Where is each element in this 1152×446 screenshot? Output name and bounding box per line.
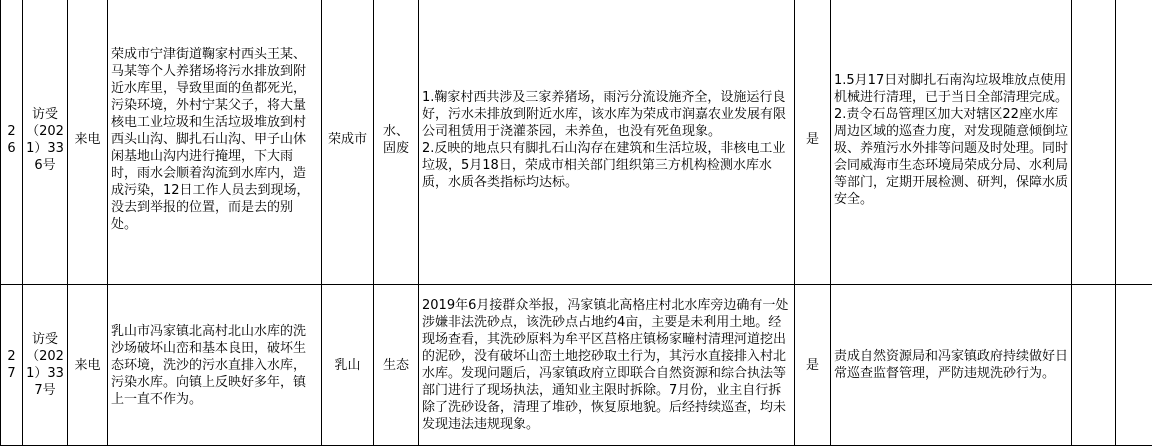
complaint-content-cell[interactable]: 乳山市冯家镇北高村北山水库的洗沙场破坏山峦和基本良田，破坏生态环境，洗沙的污水直排入水库，污染水库。向镇上反映好多年，镇上一直不作为。 [108, 285, 322, 446]
category-cell[interactable]: 生态 [374, 285, 419, 446]
table-row [1, 285, 1152, 446]
complaint-content-cell[interactable]: 荣成市宁津街道鞠家村西头王某、马某等个人养猪场将污水排放到附近水库里，导致里面的鱼都死光，污染环境，外村宁某父子，将大量核电工业垃圾和生活垃圾堆放到村西头山沟、脚扎石山沟、甲子山休闲基地山沟内进行掩埋，下大雨时，雨水会顺着沟流到水库内，造成污染，12日工作人员去到现场，没去到举报的位置，而是去的别处。 [108, 0, 322, 285]
source-type-cell[interactable]: 来电 [68, 285, 108, 446]
empty-cell[interactable] [1072, 285, 1116, 446]
case-id-cell[interactable]: 访受（2021）336号 [23, 0, 68, 285]
findings-cell[interactable]: 1.鞠家村西共涉及三家养猪场，雨污分流设施齐全，设施运行良好，污水未排放到附近水库，该水库为荣成市润嘉农业发展有限公司租赁用于浇灌茶园，未养鱼，也没有死鱼现象。 2.反映的地点只有脚扎石山沟存在建筑和生活垃圾，非核电工业垃圾，5月18日，荣成市相关部门组织第三方机构检测水库水质，水质各类指标均达标。 [419, 0, 795, 285]
empty-cell[interactable] [1116, 0, 1152, 285]
category-cell[interactable]: 水、固废 [374, 0, 419, 285]
region-cell[interactable]: 荣成市 [322, 0, 374, 285]
measures-cell[interactable]: 1.5月17日对脚扎石南沟垃圾堆放点使用机械进行清理，已于当日全部清理完成。 2.责令石岛管理区加大对辖区22座水库周边区域的巡查力度，对发现随意倾倒垃圾、养殖污水外排等问题及时处理。同时会同威海市生态环境局荣成分局、水利局等部门，定期开展检测、研判，保障水质安全。 [831, 0, 1072, 285]
row-index-cell[interactable]: 27 [1, 285, 23, 446]
verified-cell[interactable]: 是 [795, 0, 831, 285]
region-cell[interactable]: 乳山 [322, 285, 374, 446]
table-row [1, 0, 1152, 285]
case-id-cell[interactable]: 访受（2021）337号 [23, 285, 68, 446]
source-type-cell[interactable]: 来电 [68, 0, 108, 285]
measures-cell[interactable]: 责成自然资源局和冯家镇政府持续做好日常巡查监督管理，严防违规洗砂行为。 [831, 285, 1072, 446]
empty-cell[interactable] [1116, 285, 1152, 446]
empty-cell[interactable] [1072, 0, 1116, 285]
findings-cell[interactable]: 2019年6月接群众举报，冯家镇北高格庄村北水库旁边确有一处涉嫌非法洗砂点，该洗砂点占地约4亩，主要是未利用土地。经现场查看，其洗砂原料为牟平区莒格庄镇杨家疃村清理河道挖出的泥砂，没有破坏山峦土地挖砂取土行为，其污水直接排入村北水库。发现问题后，冯家镇政府立即联合自然资源和综合执法等部门进行了现场执法，通知业主限时拆除。7月份，业主自行拆除了洗砂设备，清理了堆砂，恢复原地貌。后经持续巡查，均未发现违法违规现象。 [419, 285, 795, 446]
row-index-cell[interactable]: 26 [1, 0, 23, 285]
verified-cell[interactable]: 是 [795, 285, 831, 446]
